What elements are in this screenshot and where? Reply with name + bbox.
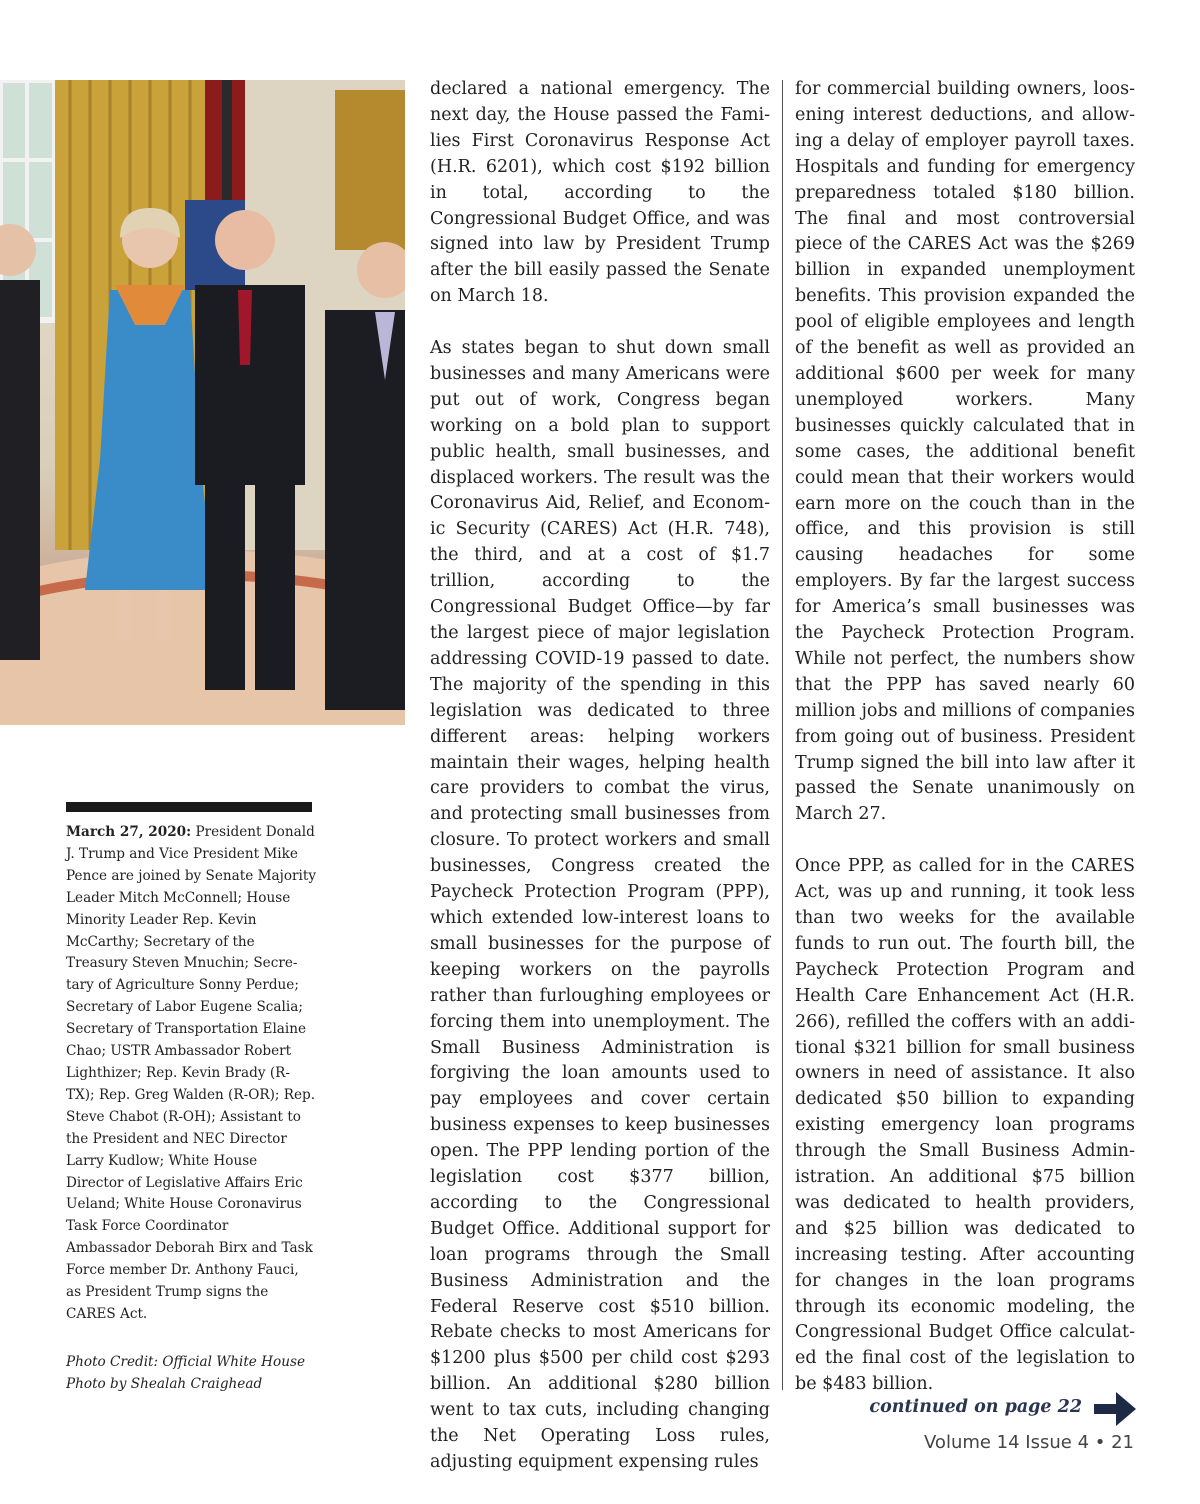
page-folio: Volume 14 Issue 4 • 21 <box>924 1432 1134 1453</box>
article-column-left <box>430 77 770 1502</box>
photo-credit: Photo Credit: Official White House Photo by Shealah Craighead <box>66 1354 305 1392</box>
column-divider <box>782 80 783 1390</box>
paragraph: for commercial building owners, loosening interest deductions, and allowing a delay of employer payroll taxes. Hospitals and funding for emergency preparedness totaled $180 billion. The final and most controversial piece of the CARES Act was the $269 billion in expanded unemployment benefits. This provision expanded the pool of eligible employees and length of the benefit as well as provided an additional $600 per week for many unemployed workers. Many businesses quickly calculated that in some cases, the additional benefit could mean that their workers would earn more on the couch than in the office, and this provision is still causing headaches for some employers. By far the largest success for America’s small businesses was the Paycheck Protection Program. While not perfect, the numbers show that the PPP has saved nearly 60 million jobs and millions of companies from going out of business. President Trump signed the bill into law after it passed the Senate unanimously on March 27. <box>795 79 1135 825</box>
photo-illustration <box>0 80 405 725</box>
caption-text: President Donald J. Trump and Vice President Mike Pence are joined by Senate Majority Leader Mitch McConnell; House Minority Leader Rep. Kevin McCarthy; Secretary of the Treasury Steven Mnuchin; Secretary of Agriculture Sonny Perdue; Secretary of Labor Eugene Scalia; Secretary of Transportation Elaine Chao; USTR Ambassador Robert Lighthizer; Rep. Kevin Brady (R-TX); Rep. Greg Walden (R-OR); Rep. Steve Chabot (R-OH); Assistant to the President and NEC Director Larry Kudlow; White House Director of Legislative Affairs Eric Ueland; White House Coronavirus Task Force Coordinator Ambassador Deborah Birx and Task Force member Dr. Anthony Fauci, as President Trump signs the CARES Act. <box>66 824 317 1322</box>
oval-office-photo <box>0 80 405 725</box>
paragraph: Once PPP, as called for in the CARES Act, was up and running, it took less than two weeks for the available funds to run out. The fourth bill, the Paycheck Protection Program and Health Care Enhancement Act (H.R. 266), refilled the coffers with an additional $321 billion for small business owners in need of assistance. It also dedicated $50 billion to expanding existing emergency loan programs through the Small Business Administration. An additional $75 billion was dedicated to health providers, and $25 billion was dedicated to increasing testing. After accounting for changes in the loan programs through its economic modeling, the Congressional Budget Office calculated the final cost of the legislation to be $483 billion. <box>795 856 1135 1395</box>
article-column-right <box>795 77 1135 1424</box>
caption-date: March 27, 2020: <box>66 824 192 840</box>
paragraph: As states began to shut down small businesses and many Americans were put out of work, Congress began working on a bold plan to support public health, small businesses, and displaced workers. The result was the Coronavirus Aid, Relief, and Economic Security (CARES) Act (H.R. 748), the third, and at a cost of $1.7 trillion, according to the Congressional Budget Office—by far the largest piece of major legislation addressing COVID-19 passed to date. The majority of the spending in this legislation was dedicated to three different areas: helping workers maintain their wages, helping health care providers to combat the virus, and protecting small businesses from closure. To protect workers and small businesses, Congress created the Paycheck Protection Program (PPP), which extended low-interest loans to small businesses for the purpose of keeping workers on the payrolls rather than furloughing employees or forcing them into unemployment. The Small Business Administration is forgiving the loan amounts used to pay employees and cover certain business expenses to keep businesses open. The PPP lending portion of the legislation cost $377 billion, according to the Congressional Budget Office. Additional support for loan programs through the Small Business Administration and the Federal Reserve cost $510 billion. Rebate checks to most Americans for $1200 plus $500 per child cost $293 billion. An additional $280 billion went to tax cuts, including changing the Net Operating Loss rules, adjusting equipment expensing rules <box>430 338 770 1473</box>
paragraph: declared a national emergency. The next day, the House passed the Families First Coronavirus Response Act (H.R. 6201), which cost $192 billion in total, according to the Congressional Budget Office, and was signed into law by President Trump after the bill easily passed the Senate on March 18. <box>430 79 770 307</box>
photo-caption <box>66 822 316 1326</box>
caption-rule <box>66 802 312 812</box>
right-arrow-icon[interactable] <box>1094 1390 1136 1428</box>
continued-link[interactable]: continued on page 22 <box>869 1397 1082 1417</box>
